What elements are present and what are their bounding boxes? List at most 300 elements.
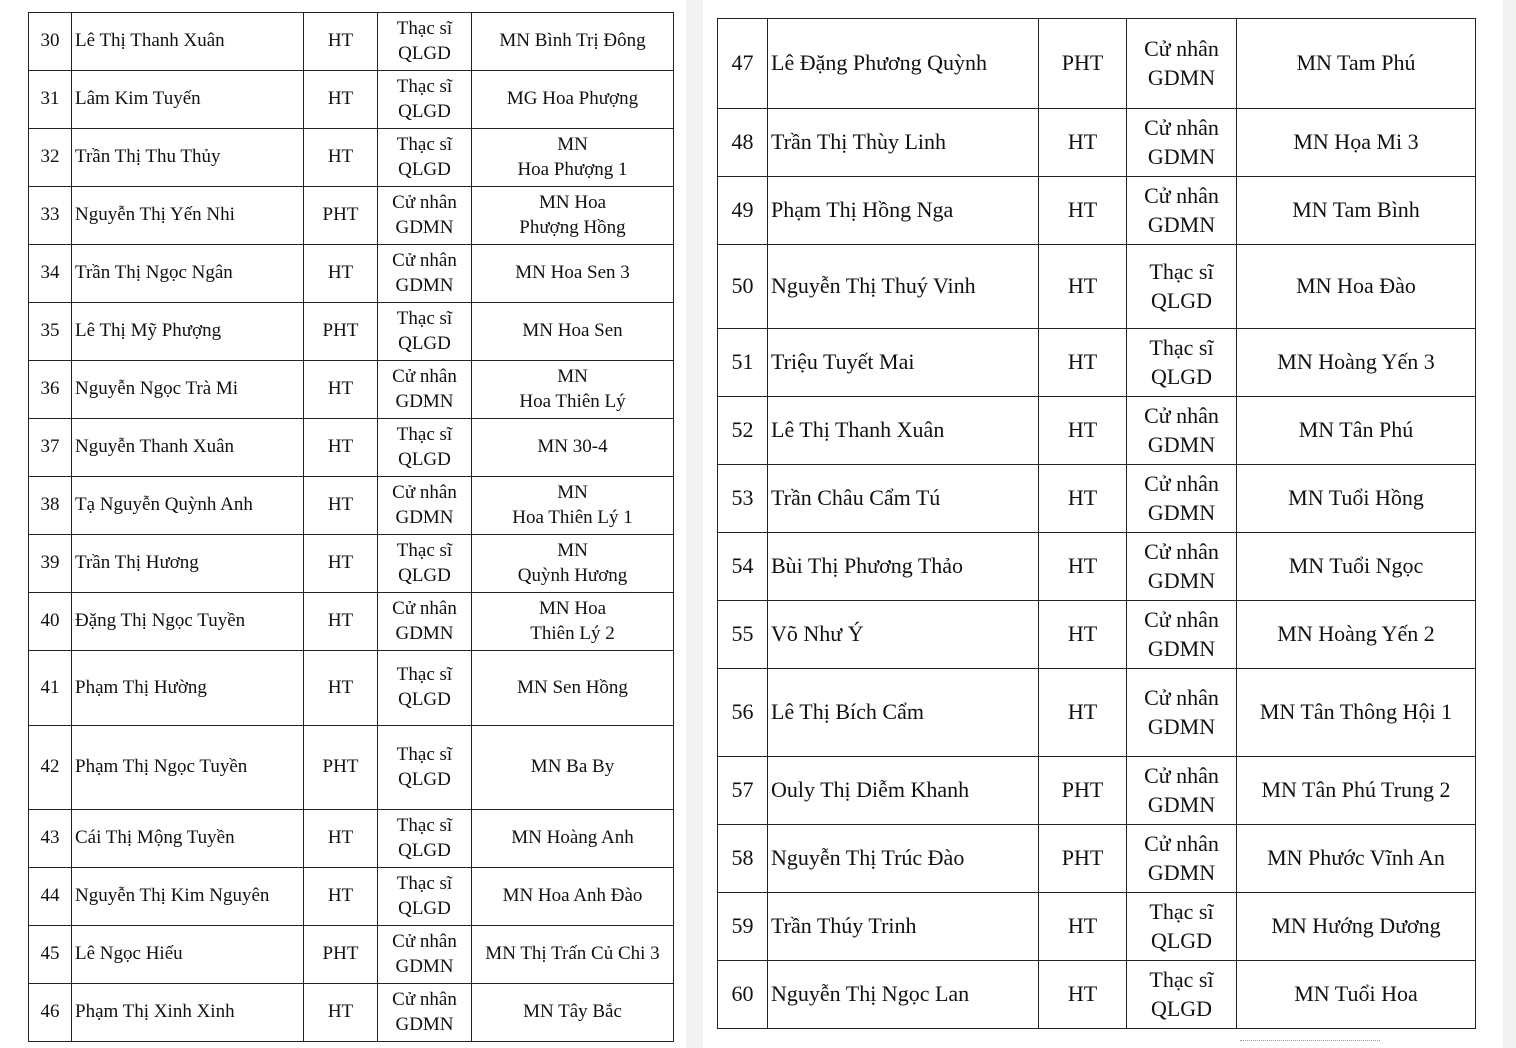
degree-cell-text: Cử nhân GDMN: [392, 249, 457, 296]
row-number-text: 46: [40, 1001, 60, 1023]
staff-name: [72, 245, 304, 303]
degree-cell-text: Cử nhân GDMN: [1144, 830, 1219, 885]
position-cell-text: HT: [1067, 197, 1098, 223]
staff-name: [768, 825, 1039, 893]
school-cell: [472, 477, 674, 535]
staff-name-text: Cái Thị Mộng Tuyền: [75, 827, 235, 849]
school-cell: [1237, 961, 1476, 1029]
position-cell-text: HT: [1067, 485, 1098, 511]
degree-cell: [1127, 893, 1237, 961]
staff-name-text: Lê Thị Mỹ Phượng: [75, 320, 222, 342]
position-cell: [304, 810, 378, 868]
school-cell: [472, 984, 674, 1042]
school-cell: [472, 187, 674, 245]
row-number: [718, 893, 768, 961]
position-cell: [304, 984, 378, 1042]
table-row: [718, 397, 1476, 465]
position-cell-text: PHT: [322, 204, 359, 226]
position-cell: [304, 868, 378, 926]
table-row: [29, 187, 674, 245]
school-cell: [472, 926, 674, 984]
degree-cell-text: Cử nhân GDMN: [392, 481, 457, 528]
row-number-text: 39: [40, 552, 60, 574]
row-number-text: 34: [40, 262, 60, 284]
row-number: [718, 601, 768, 669]
position-cell: [304, 245, 378, 303]
row-number: [29, 651, 72, 726]
degree-cell: [1127, 961, 1237, 1029]
school-cell: [472, 726, 674, 810]
position-cell: [1039, 177, 1127, 245]
position-cell-text: HT: [1067, 417, 1098, 443]
school-cell-text: MN Tam Phú: [1296, 50, 1416, 76]
school-cell-text: MN Hướng Dương: [1271, 913, 1441, 939]
position-cell: [304, 419, 378, 477]
degree-cell: [1127, 245, 1237, 329]
degree-cell-text: Cử nhân GDMN: [1144, 606, 1219, 661]
degree-cell-text: Cử nhân GDMN: [1144, 35, 1219, 90]
table-row: [29, 868, 674, 926]
school-cell-text: MN Tuổi Hoa: [1294, 981, 1418, 1007]
staff-name-text: Phạm Thị Hường: [75, 676, 207, 698]
table-row: [29, 477, 674, 535]
degree-cell: [1127, 329, 1237, 397]
position-cell: [1039, 19, 1127, 109]
position-cell-text: HT: [327, 610, 354, 632]
position-cell: [1039, 893, 1127, 961]
table-row: [29, 593, 674, 651]
school-cell: [472, 535, 674, 593]
position-cell: [304, 926, 378, 984]
row-number: [718, 961, 768, 1029]
table-row: [718, 109, 1476, 177]
position-cell: [304, 726, 378, 810]
degree-cell: [1127, 19, 1237, 109]
staff-name-text: Phạm Thị Xinh Xinh: [75, 1001, 235, 1023]
position-cell-text: HT: [1067, 273, 1098, 299]
staff-name: [72, 477, 304, 535]
staff-name: [72, 361, 304, 419]
school-cell-text: MN Ba By: [530, 756, 615, 778]
degree-cell: [1127, 533, 1237, 601]
staff-name: [768, 533, 1039, 601]
school-cell: [472, 13, 674, 71]
staff-name: [768, 961, 1039, 1029]
position-cell-text: HT: [327, 676, 354, 698]
staff-table-left: [28, 12, 674, 1042]
degree-cell: [378, 593, 472, 651]
staff-name-text: Nguyễn Thị Trúc Đào: [771, 845, 965, 871]
position-cell: [304, 129, 378, 187]
row-number: [29, 535, 72, 593]
degree-cell: [378, 419, 472, 477]
position-cell-text: HT: [1067, 349, 1098, 375]
position-cell-text: HT: [327, 1001, 354, 1023]
row-number-text: 31: [40, 88, 60, 110]
table-row: [29, 303, 674, 361]
row-number-text: 45: [40, 943, 60, 965]
degree-cell: [1127, 757, 1237, 825]
school-cell-text: MN Sen Hồng: [517, 676, 628, 698]
row-number-text: 33: [40, 204, 60, 226]
school-cell-text: MN Tam Bình: [1292, 197, 1420, 223]
degree-cell-text: Thạc sĩ QLGD: [396, 75, 453, 122]
staff-name: [72, 535, 304, 593]
staff-name-text: Nguyễn Thị Kim Nguyên: [75, 885, 270, 907]
row-number: [29, 726, 72, 810]
school-cell-text: MN Tân Phú: [1298, 417, 1414, 443]
row-number-text: 43: [40, 827, 60, 849]
degree-cell-text: Thạc sĩ QLGD: [396, 743, 453, 790]
position-cell: [1039, 825, 1127, 893]
row-number: [718, 19, 768, 109]
row-number: [29, 71, 72, 129]
row-number: [29, 810, 72, 868]
row-number-text: 52: [731, 417, 754, 443]
staff-name-text: Đặng Thị Ngọc Tuyền: [75, 610, 246, 632]
school-cell-text: MN Hoa Phượng Hồng: [519, 191, 626, 238]
staff-name: [768, 669, 1039, 757]
degree-cell: [378, 984, 472, 1042]
position-cell-text: PHT: [1061, 845, 1104, 871]
row-number-text: 59: [731, 913, 754, 939]
staff-name-text: Lê Thị Bích Cẩm: [771, 699, 924, 725]
row-number: [718, 669, 768, 757]
degree-cell-text: Thạc sĩ QLGD: [396, 872, 453, 919]
row-number: [718, 465, 768, 533]
row-number-text: 30: [40, 30, 60, 52]
page-edge-mark: [1240, 1040, 1380, 1047]
staff-name: [768, 601, 1039, 669]
position-cell: [1039, 245, 1127, 329]
staff-name: [72, 726, 304, 810]
position-cell: [304, 303, 378, 361]
school-cell: [472, 651, 674, 726]
row-number: [718, 825, 768, 893]
staff-name: [768, 329, 1039, 397]
degree-cell-text: Cử nhân GDMN: [392, 365, 457, 412]
row-number-text: 60: [731, 981, 754, 1007]
table-row: [718, 19, 1476, 109]
table-row: [29, 926, 674, 984]
staff-name: [72, 187, 304, 245]
degree-cell-text: Thạc sĩ QLGD: [1149, 898, 1214, 953]
row-number-text: 35: [40, 320, 60, 342]
position-cell: [304, 477, 378, 535]
school-cell: [1237, 533, 1476, 601]
table-row: [29, 984, 674, 1042]
staff-name-text: Nguyễn Thanh Xuân: [75, 436, 235, 458]
row-number: [29, 245, 72, 303]
staff-name: [768, 465, 1039, 533]
position-cell-text: HT: [327, 262, 354, 284]
school-cell-text: MN Hoàng Anh: [511, 827, 634, 849]
position-cell: [1039, 533, 1127, 601]
degree-cell-text: Cử nhân GDMN: [1144, 470, 1219, 525]
degree-cell-text: Thạc sĩ QLGD: [396, 17, 453, 64]
staff-name-text: Trần Châu Cẩm Tú: [771, 485, 941, 511]
staff-name-text: Ouly Thị Diễm Khanh: [771, 777, 970, 803]
row-number: [29, 593, 72, 651]
degree-cell-text: Cử nhân GDMN: [392, 597, 457, 644]
staff-name: [72, 129, 304, 187]
row-number-text: 53: [731, 485, 754, 511]
staff-name: [72, 593, 304, 651]
row-number-text: 54: [731, 553, 754, 579]
degree-cell: [378, 303, 472, 361]
school-cell-text: MN Bình Trị Đông: [499, 30, 646, 52]
table-row: [29, 361, 674, 419]
table-row: [29, 245, 674, 303]
school-cell: [1237, 465, 1476, 533]
staff-name-text: Lê Ngọc Hiếu: [75, 943, 183, 965]
degree-cell-text: Thạc sĩ QLGD: [1149, 334, 1214, 389]
staff-name-text: Nguyễn Ngọc Trà Mi: [75, 378, 239, 400]
position-cell: [304, 187, 378, 245]
table-row: [29, 419, 674, 477]
table-row: [29, 651, 674, 726]
staff-name-text: Lê Thị Thanh Xuân: [75, 30, 225, 52]
school-cell: [472, 71, 674, 129]
row-number-text: 55: [731, 621, 754, 647]
table-row: [718, 893, 1476, 961]
school-cell: [472, 303, 674, 361]
degree-cell-text: Thạc sĩ QLGD: [396, 664, 453, 710]
staff-name-text: Trần Thị Hương: [75, 552, 199, 574]
school-cell-text: MN Hoàng Yến 3: [1277, 349, 1435, 375]
degree-cell: [1127, 669, 1237, 757]
row-number: [718, 397, 768, 465]
school-cell-text: MN Hoa Sen 3: [515, 262, 630, 284]
school-cell-text: MN Hoàng Yến 2: [1277, 621, 1435, 647]
staff-table-right: [717, 18, 1476, 1029]
position-cell-text: HT: [1067, 621, 1098, 647]
staff-name-text: Bùi Thị Phương Thảo: [771, 553, 964, 579]
row-number-text: 49: [731, 197, 754, 223]
staff-name: [768, 893, 1039, 961]
school-cell-text: MN Hoa Thiên Lý 2: [530, 597, 615, 644]
staff-name-text: Nguyễn Thị Thuý Vinh: [771, 273, 976, 299]
position-cell: [1039, 601, 1127, 669]
row-number: [29, 187, 72, 245]
degree-cell-text: Cử nhân GDMN: [1144, 114, 1219, 169]
school-cell: [472, 593, 674, 651]
position-cell: [304, 13, 378, 71]
position-cell: [304, 593, 378, 651]
school-cell: [1237, 177, 1476, 245]
degree-cell: [378, 868, 472, 926]
position-cell: [304, 651, 378, 726]
row-number-text: 50: [731, 273, 754, 299]
degree-cell-text: Thạc sĩ QLGD: [396, 307, 453, 354]
school-cell-text: MN Hoa Thiên Lý: [519, 365, 626, 412]
staff-name: [768, 397, 1039, 465]
position-cell-text: HT: [1067, 129, 1098, 155]
staff-name-text: Võ Như Ý: [771, 621, 864, 647]
degree-cell: [1127, 397, 1237, 465]
staff-name: [72, 419, 304, 477]
position-cell-text: PHT: [1061, 50, 1104, 76]
degree-cell: [378, 535, 472, 593]
degree-cell-text: Cử nhân GDMN: [392, 930, 457, 977]
degree-cell-text: Cử nhân GDMN: [392, 988, 457, 1035]
school-cell: [1237, 825, 1476, 893]
school-cell-text: MN Hoa Sen: [522, 320, 623, 342]
row-number-text: 56: [731, 699, 754, 725]
table-row: [29, 13, 674, 71]
staff-name: [72, 810, 304, 868]
degree-cell-text: Thạc sĩ QLGD: [396, 814, 453, 861]
school-cell-text: MN Họa Mi 3: [1293, 129, 1419, 155]
row-number: [29, 419, 72, 477]
row-number-text: 36: [40, 378, 60, 400]
row-number: [29, 984, 72, 1042]
position-cell-text: HT: [327, 378, 354, 400]
degree-cell: [378, 71, 472, 129]
row-number-text: 44: [40, 885, 60, 907]
staff-name-text: Phạm Thị Ngọc Tuyền: [75, 756, 248, 778]
staff-name-text: Nguyễn Thị Ngọc Lan: [771, 981, 970, 1007]
degree-cell: [1127, 601, 1237, 669]
degree-cell: [1127, 825, 1237, 893]
table-row: [29, 726, 674, 810]
school-cell-text: MG Hoa Phượng: [506, 88, 639, 110]
position-cell-text: HT: [327, 88, 354, 110]
position-cell-text: PHT: [322, 756, 359, 778]
row-number-text: 57: [731, 777, 754, 803]
degree-cell: [378, 245, 472, 303]
staff-name-text: Trần Thị Ngọc Ngân: [75, 262, 233, 284]
school-cell-text: MN Tây Bắc: [523, 1001, 622, 1023]
table-row: [29, 71, 674, 129]
position-cell: [304, 71, 378, 129]
school-cell: [1237, 757, 1476, 825]
degree-cell: [378, 726, 472, 810]
staff-name: [72, 13, 304, 71]
row-number-text: 58: [731, 845, 754, 871]
staff-name: [768, 245, 1039, 329]
table-row: [718, 465, 1476, 533]
row-number-text: 41: [40, 676, 60, 698]
degree-cell: [378, 651, 472, 726]
table-row: [718, 245, 1476, 329]
degree-cell: [378, 13, 472, 71]
staff-name-text: Tạ Nguyễn Quỳnh Anh: [75, 494, 253, 516]
staff-name: [72, 71, 304, 129]
row-number-text: 32: [40, 146, 60, 168]
staff-name: [768, 109, 1039, 177]
school-cell: [1237, 19, 1476, 109]
table-row: [718, 669, 1476, 757]
staff-name-text: Lâm Kim Tuyến: [75, 88, 201, 110]
row-number: [718, 757, 768, 825]
position-cell-text: HT: [327, 552, 354, 574]
degree-cell-text: Thạc sĩ QLGD: [1149, 966, 1214, 1021]
school-cell: [472, 868, 674, 926]
degree-cell-text: Cử nhân GDMN: [1144, 402, 1219, 457]
staff-table-right-body: [718, 19, 1476, 1029]
position-cell-text: PHT: [322, 320, 359, 342]
position-cell: [1039, 109, 1127, 177]
row-number: [29, 13, 72, 71]
table-row: [718, 329, 1476, 397]
school-cell: [472, 361, 674, 419]
row-number-text: 40: [40, 610, 60, 632]
row-number-text: 47: [731, 50, 754, 76]
position-cell-text: HT: [327, 146, 354, 168]
school-cell-text: MN Tuổi Ngọc: [1288, 553, 1424, 579]
position-cell-text: HT: [1067, 699, 1098, 725]
position-cell-text: HT: [327, 494, 354, 516]
position-cell-text: HT: [327, 30, 354, 52]
staff-name-text: Triệu Tuyết Mai: [771, 349, 915, 375]
position-cell-text: HT: [327, 885, 354, 907]
document-page-left: [0, 0, 686, 1048]
position-cell: [1039, 329, 1127, 397]
school-cell-text: MN Hoa Anh Đào: [502, 885, 643, 907]
staff-name-text: Phạm Thị Hồng Nga: [771, 197, 954, 223]
position-cell-text: HT: [327, 827, 354, 849]
degree-cell-text: Thạc sĩ QLGD: [396, 133, 453, 180]
degree-cell: [378, 810, 472, 868]
degree-cell-text: Cử nhân GDMN: [1144, 538, 1219, 593]
staff-name: [72, 984, 304, 1042]
row-number: [718, 533, 768, 601]
position-cell: [1039, 961, 1127, 1029]
school-cell-text: MN Hoa Phượng 1: [517, 133, 628, 180]
staff-name: [768, 757, 1039, 825]
school-cell: [1237, 397, 1476, 465]
staff-name-text: Trần Thúy Trinh: [771, 913, 917, 939]
degree-cell-text: Thạc sĩ QLGD: [396, 539, 453, 586]
row-number-text: 42: [40, 756, 60, 778]
degree-cell: [378, 361, 472, 419]
staff-name: [72, 303, 304, 361]
school-cell: [472, 129, 674, 187]
row-number: [718, 245, 768, 329]
staff-name: [768, 19, 1039, 109]
school-cell: [472, 419, 674, 477]
row-number-text: 51: [731, 349, 754, 375]
staff-name: [72, 926, 304, 984]
row-number: [29, 477, 72, 535]
school-cell: [1237, 893, 1476, 961]
row-number: [29, 129, 72, 187]
table-row: [718, 533, 1476, 601]
school-cell: [1237, 601, 1476, 669]
school-cell-text: MN Tuổi Hồng: [1288, 485, 1424, 511]
staff-name-text: Trần Thị Thu Thủy: [75, 146, 221, 168]
degree-cell-text: Cử nhân GDMN: [1144, 684, 1219, 739]
row-number: [29, 303, 72, 361]
position-cell-text: PHT: [322, 943, 359, 965]
table-row: [718, 961, 1476, 1029]
position-cell: [304, 361, 378, 419]
row-number: [718, 329, 768, 397]
position-cell-text: HT: [327, 436, 354, 458]
school-cell: [472, 245, 674, 303]
degree-cell: [378, 926, 472, 984]
degree-cell-text: Cử nhân GDMN: [392, 191, 457, 238]
degree-cell-text: Thạc sĩ QLGD: [1149, 258, 1214, 313]
row-number-text: 37: [40, 436, 60, 458]
degree-cell-text: Cử nhân GDMN: [1144, 182, 1219, 237]
table-row: [718, 757, 1476, 825]
position-cell-text: HT: [1067, 981, 1098, 1007]
degree-cell-text: Cử nhân GDMN: [1144, 762, 1219, 817]
row-number-text: 38: [40, 494, 60, 516]
school-cell-text: MN 30-4: [537, 436, 608, 458]
